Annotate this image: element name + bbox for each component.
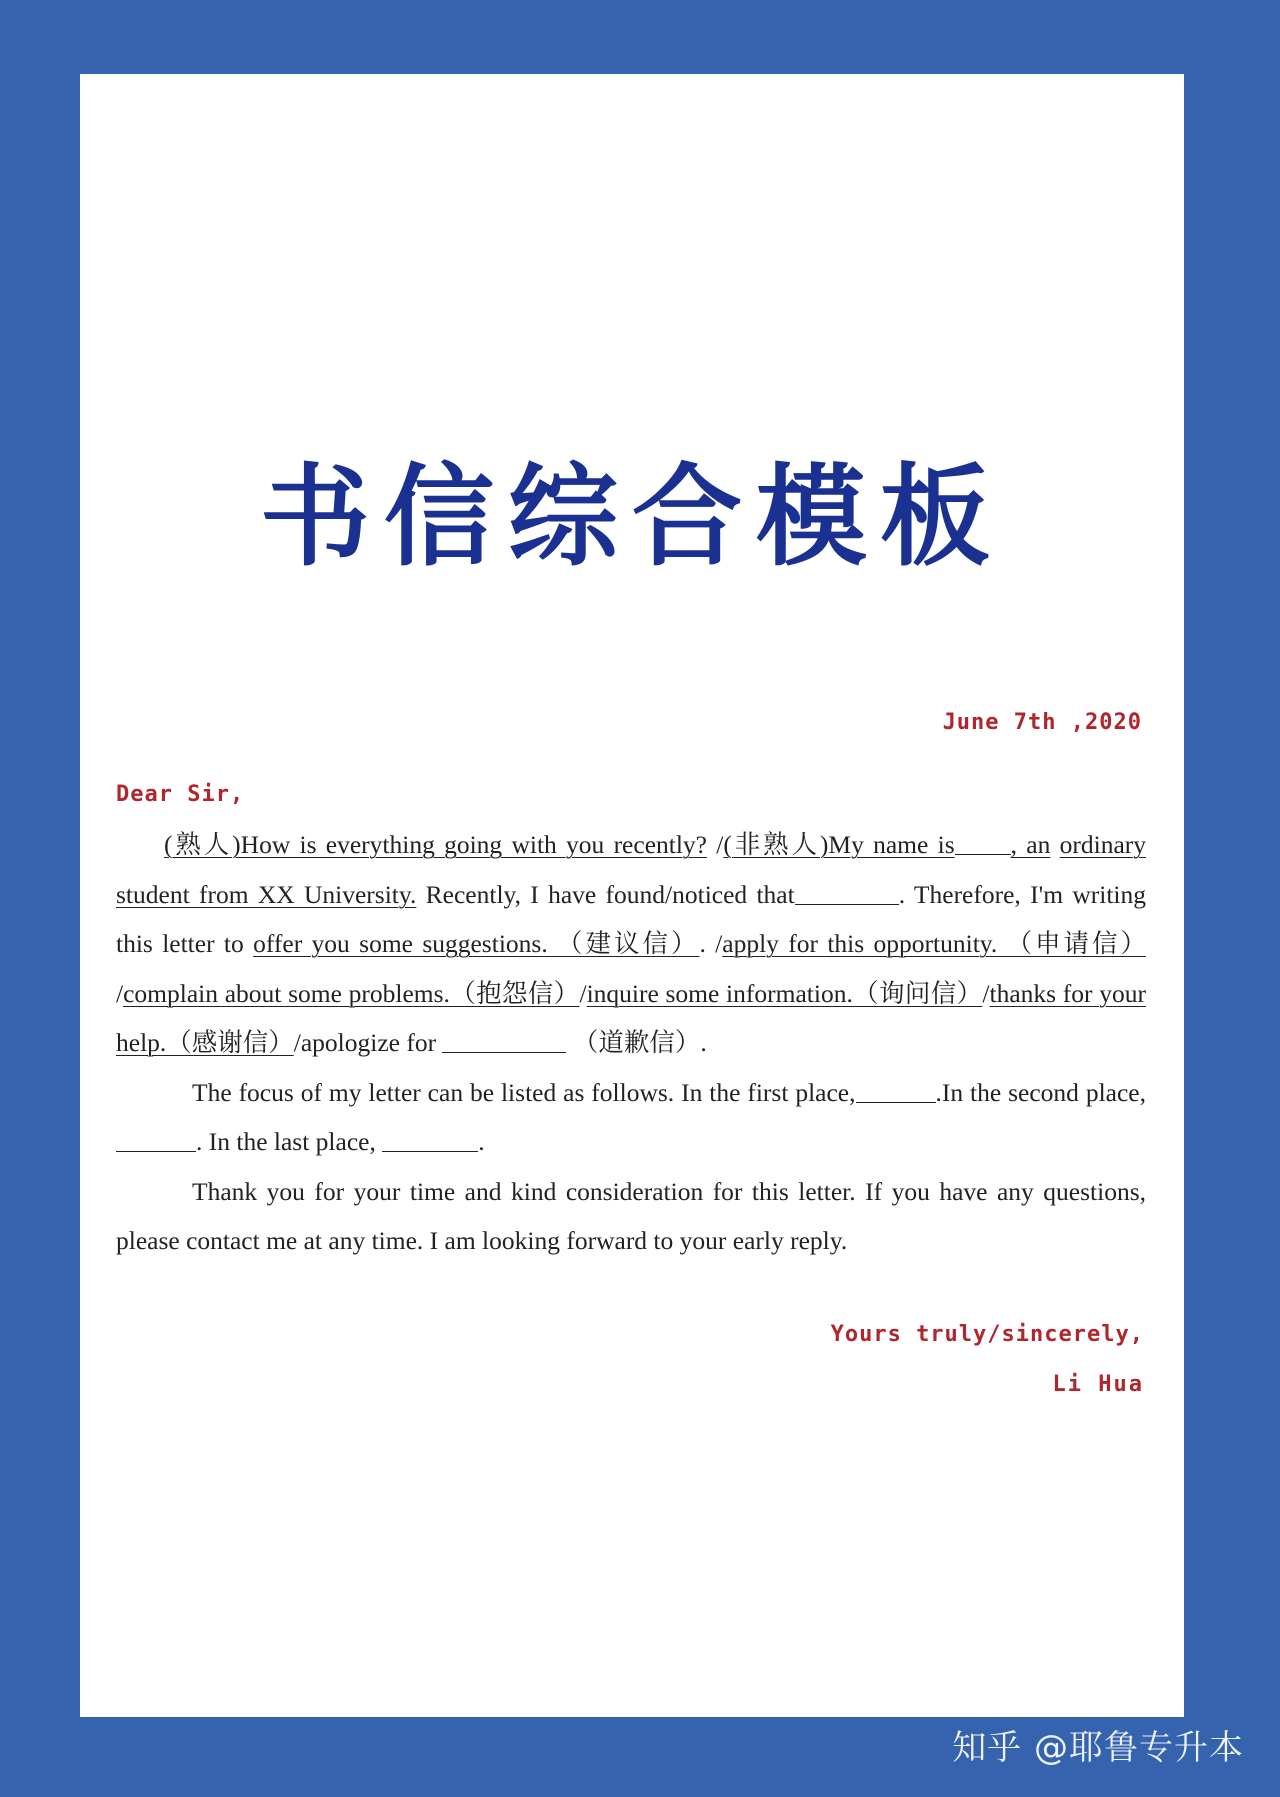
text-fragment: The focus of my letter can be listed as follows. In the first place, — [192, 1077, 856, 1107]
fill-blank-last — [382, 1125, 478, 1152]
text-fragment: . — [478, 1127, 485, 1156]
phrase-thanks-letter: thanks for your help.（感谢信） — [116, 978, 1146, 1057]
phrase-complaint-letter: complain about some problems.（抱怨信） — [123, 978, 580, 1008]
text-fragment: . In the last place, — [196, 1127, 383, 1156]
phrase-suggestion-letter: offer you some suggestions. （建议信） — [253, 929, 700, 958]
fill-blank-name — [955, 828, 1011, 855]
letter-date: June 7th ,2020 — [942, 710, 1142, 735]
text-fragment: Therefore, I'm writing this letter to — [116, 879, 1146, 958]
text-fragment: / — [116, 978, 124, 1008]
text-fragment: . / — [699, 929, 723, 958]
letter-closing: Yours truly/sincerely, — [830, 1322, 1144, 1347]
text-fragment: / — [982, 978, 990, 1008]
phrase-apology-letter: （道歉信）. — [566, 1028, 707, 1057]
text-fragment: / — [579, 978, 587, 1008]
phrase-stranger: (非熟人)My name is — [723, 830, 955, 859]
fill-blank-found — [795, 878, 899, 905]
paragraph-closing: Thank you for your time and kind consideration for this letter. If you have any questions, please contact me at any time. I am looking forward to your early reply. — [116, 1176, 1146, 1255]
text-fragment: . — [898, 879, 906, 909]
fill-blank-apologize — [442, 1026, 566, 1053]
phrase-student: ordinary student from XX University. — [116, 830, 1147, 909]
fill-blank-second — [116, 1125, 196, 1152]
letter-body — [116, 820, 1146, 1266]
text-fragment: , an — [1010, 830, 1051, 859]
letter-signature: Li Hua — [1052, 1372, 1144, 1397]
letter-page — [80, 74, 1184, 1717]
paragraph-focus — [116, 1068, 1146, 1167]
zhihu-watermark: 知乎 @耶鲁专升本 — [952, 1728, 1244, 1768]
text-fragment: Recently, I have found/noticed that — [416, 879, 795, 909]
text-fragment: /apologize for — [293, 1028, 443, 1057]
phrase-inquiry-letter: inquire some information.（询问信） — [586, 978, 983, 1008]
text-fragment: / — [707, 830, 724, 859]
paragraph-intro — [116, 820, 1146, 1068]
letter-salutation: Dear Sir, — [116, 782, 245, 807]
phrase-acquaintance: (熟人)How is everything going with you recently? — [164, 830, 708, 859]
document-title: 书信综合模板 — [260, 453, 1004, 581]
fill-blank-first — [856, 1076, 936, 1103]
text-fragment: .In the second place, — [935, 1077, 1147, 1107]
phrase-application-letter: apply for this opportunity. （申请信） — [722, 929, 1146, 958]
